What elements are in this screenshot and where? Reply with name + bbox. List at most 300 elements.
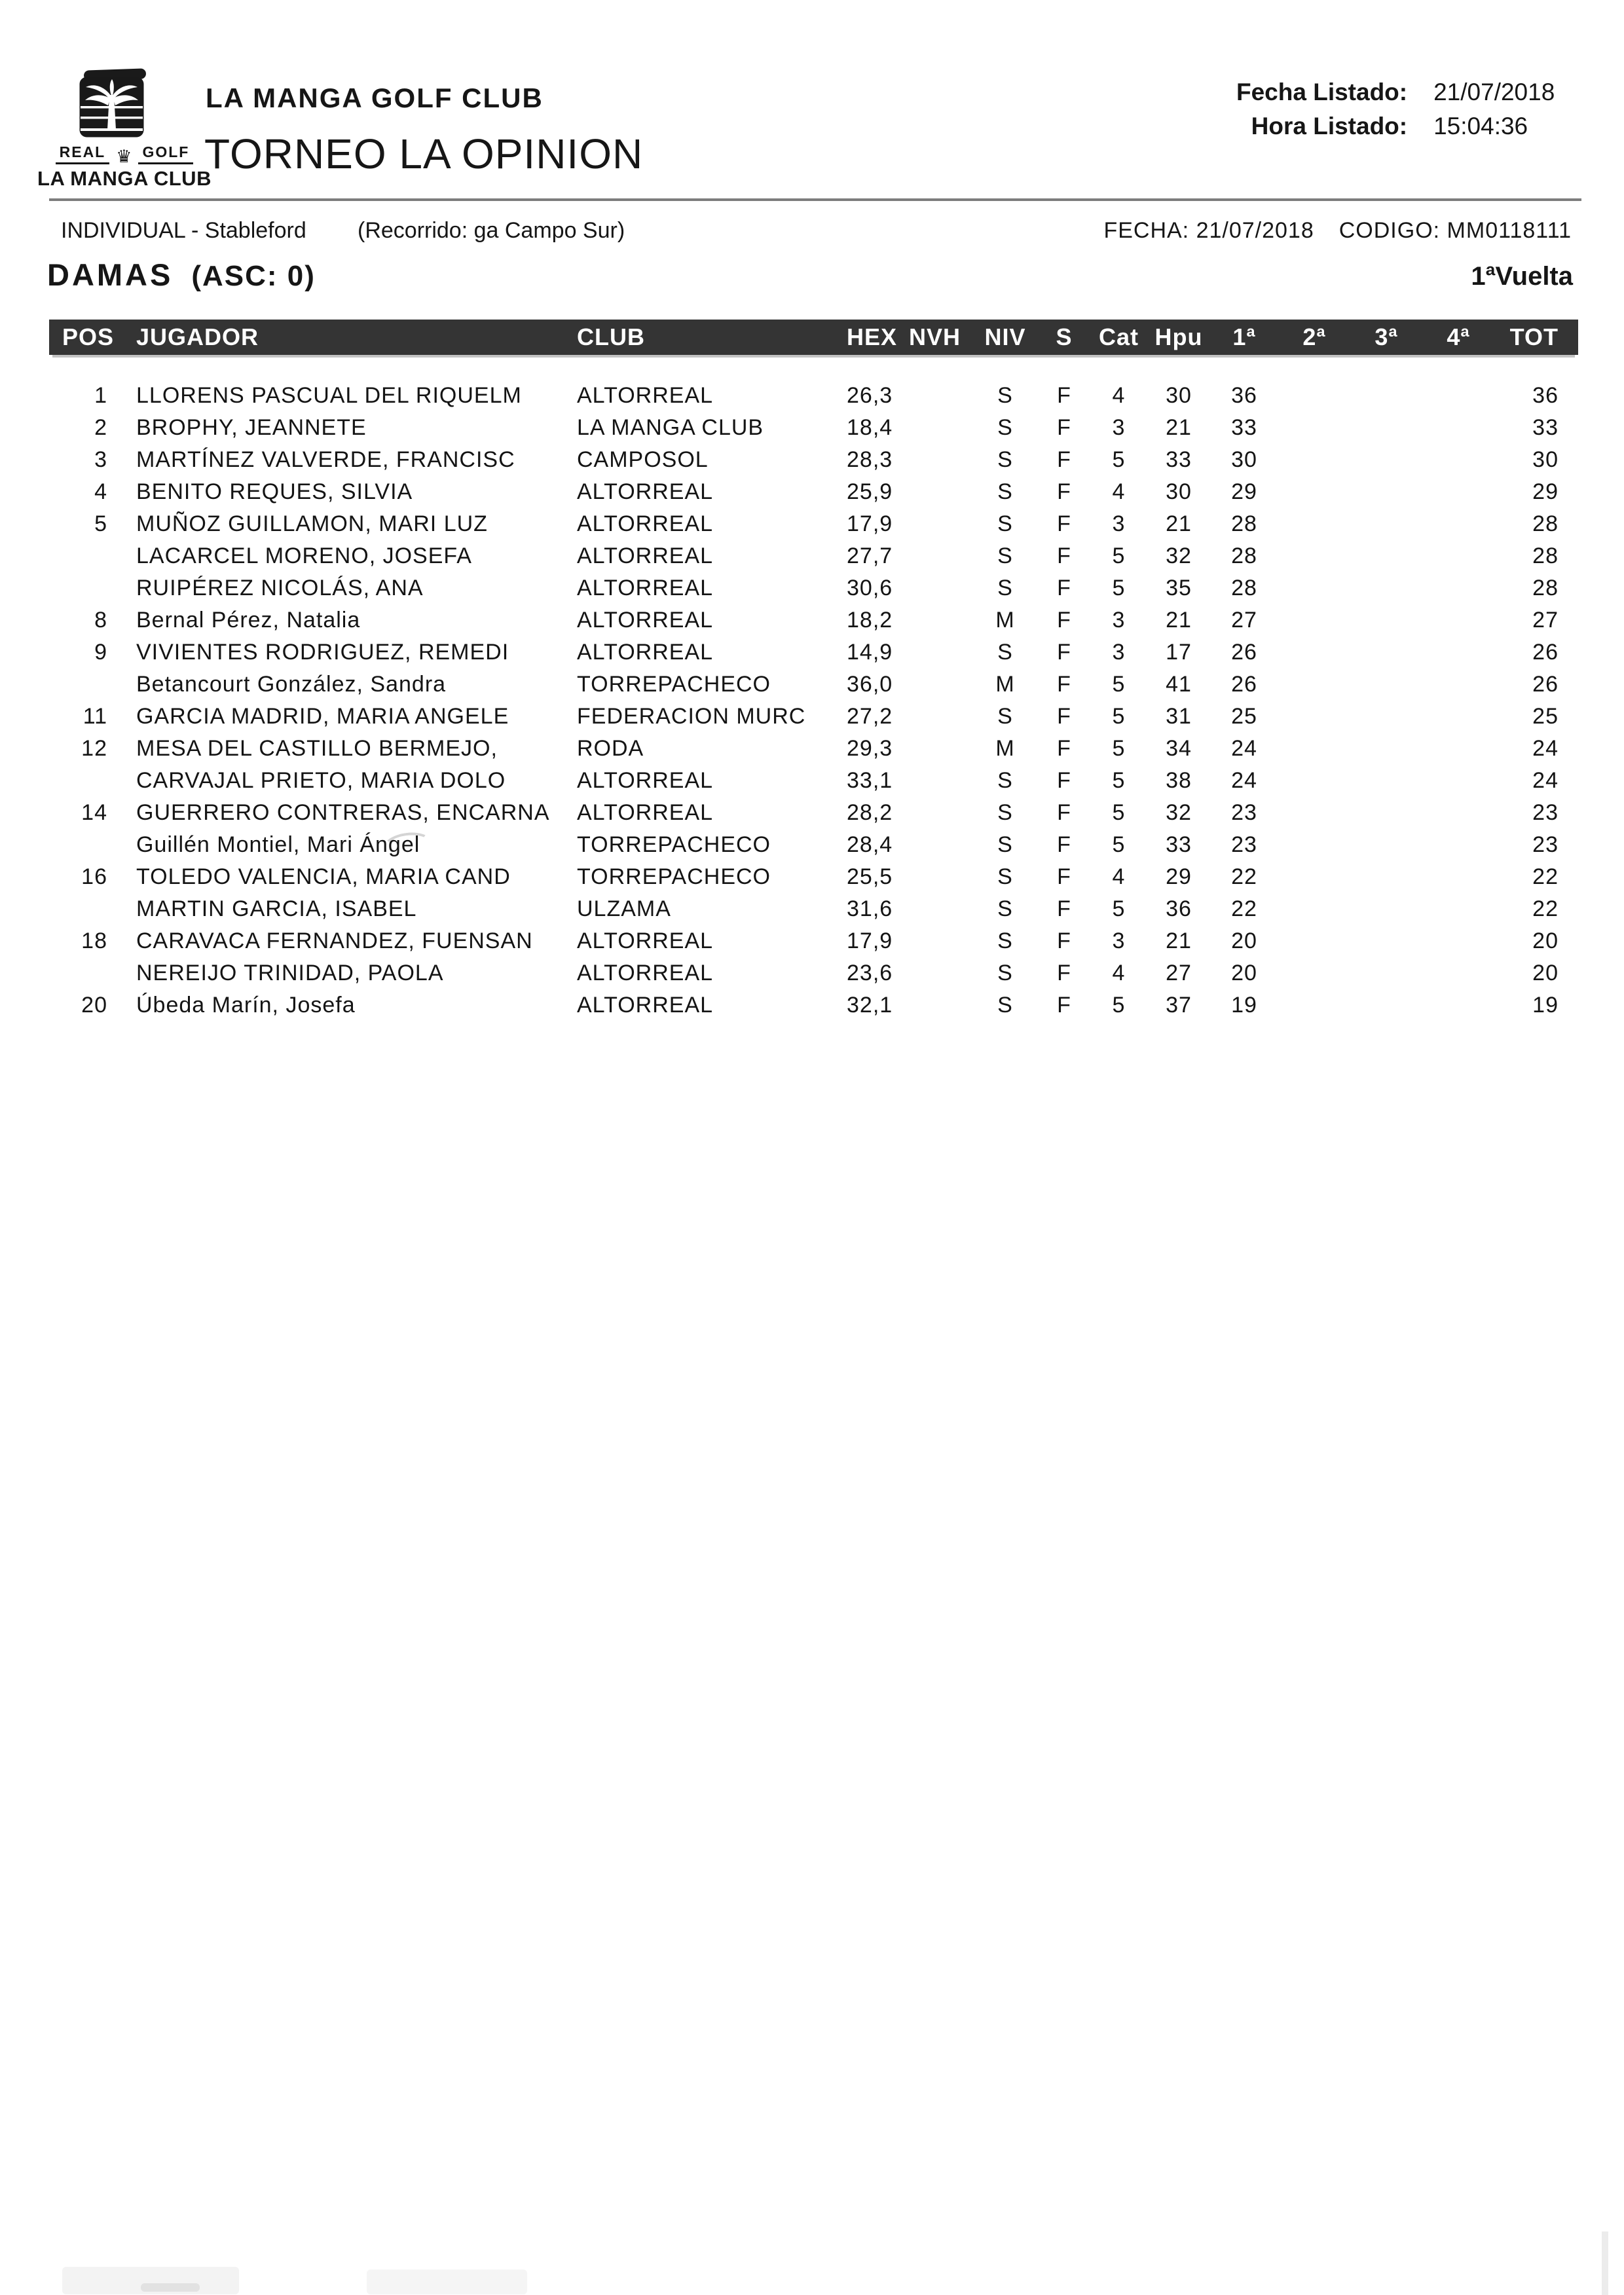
- cell-cat: 3: [1112, 928, 1126, 953]
- cell-hpu: 30: [1166, 479, 1192, 504]
- cell-tot: 20: [1532, 961, 1559, 985]
- scan-artifact: [141, 2283, 200, 2292]
- cell-nvh: [897, 636, 972, 669]
- cell-tot: 28: [1532, 543, 1559, 568]
- cell-hpu: 27: [1166, 961, 1192, 985]
- cell-round2: [1278, 444, 1350, 476]
- cell-round2: [1278, 669, 1350, 701]
- logo-club-line: LA MANGA CLUB: [37, 167, 212, 190]
- cell-cat: 3: [1112, 415, 1126, 440]
- col-header-cat: Cat: [1098, 323, 1139, 350]
- cell-cat: 5: [1112, 447, 1126, 472]
- cell-jugador: NEREIJO TRINIDAD, PAOLA: [136, 961, 444, 985]
- listing-meta: [1236, 77, 1555, 141]
- cell-pos: 2: [94, 415, 107, 440]
- tournament-title: TORNEO LA OPINION: [204, 130, 644, 177]
- cell-nvh: [897, 412, 972, 444]
- cell-nvh: [897, 829, 972, 861]
- cell-round4: [1422, 636, 1494, 669]
- col-header-round3: 3ª: [1375, 323, 1398, 350]
- cell-round3: [1350, 989, 1422, 1021]
- scan-artifact: [367, 2269, 527, 2294]
- cell-round2: [1278, 412, 1350, 444]
- cell-club: LA MANGA CLUB: [577, 415, 764, 440]
- cell-tot: 27: [1532, 608, 1559, 633]
- cell-pos: 4: [94, 479, 107, 504]
- cell-tot: 26: [1532, 672, 1559, 697]
- cell-round3: [1350, 508, 1422, 540]
- col-header-round1: 1ª: [1232, 323, 1256, 350]
- cell-s: F: [1057, 608, 1071, 633]
- cell-club: CAMPOSOL: [577, 447, 709, 472]
- cell-nvh: [897, 765, 972, 797]
- cell-club: ALTORREAL: [577, 383, 714, 408]
- cell-nvh: [897, 957, 972, 989]
- cell-s: F: [1057, 447, 1071, 472]
- cell-round3: [1350, 925, 1422, 957]
- recorrido-text: (Recorrido: ga Campo Sur): [358, 218, 625, 243]
- cell-round1: 24: [1231, 768, 1257, 793]
- cell-round3: [1350, 604, 1422, 636]
- cell-niv: S: [997, 511, 1013, 536]
- cell-round2: [1278, 989, 1350, 1021]
- cell-round4: [1422, 829, 1494, 861]
- cell-niv: M: [995, 736, 1015, 761]
- cell-round2: [1278, 476, 1350, 508]
- cell-cat: 5: [1112, 768, 1126, 793]
- cell-round4: [1422, 797, 1494, 829]
- cell-hex: 28,3: [847, 447, 893, 472]
- cell-hex: 18,4: [847, 415, 893, 440]
- cell-round1: 22: [1231, 864, 1257, 889]
- cell-round1: 25: [1231, 704, 1257, 729]
- cell-cat: 4: [1112, 961, 1126, 985]
- category-line: [0, 257, 1624, 293]
- cell-round3: [1350, 444, 1422, 476]
- table-body: [49, 380, 1578, 1021]
- cell-cat: 5: [1112, 704, 1126, 729]
- cell-round4: [1422, 733, 1494, 765]
- cell-round4: [1422, 380, 1494, 412]
- cell-niv: S: [997, 704, 1013, 729]
- cell-jugador: Betancourt González, Sandra: [136, 672, 447, 697]
- cell-tot: 26: [1532, 640, 1559, 665]
- cell-pos: [49, 765, 113, 797]
- cell-jugador: MESA DEL CASTILLO BERMEJO,: [136, 736, 498, 761]
- table-row: [49, 957, 1578, 989]
- table-row: [49, 540, 1578, 572]
- cell-round2: [1278, 861, 1350, 893]
- cell-s: F: [1057, 736, 1071, 761]
- cell-round1: 19: [1231, 993, 1257, 1018]
- cell-hpu: 33: [1166, 832, 1192, 857]
- cell-round4: [1422, 412, 1494, 444]
- cell-round1: 28: [1231, 543, 1257, 568]
- cell-niv: S: [997, 768, 1013, 793]
- cell-s: F: [1057, 543, 1071, 568]
- cell-jugador: Guillén Montiel, Mari Ángel: [136, 832, 420, 857]
- cell-club: ALTORREAL: [577, 800, 714, 825]
- cell-hpu: 17: [1166, 640, 1192, 665]
- cell-round4: [1422, 893, 1494, 925]
- cell-round2: [1278, 893, 1350, 925]
- cell-round2: [1278, 957, 1350, 989]
- cell-round4: [1422, 444, 1494, 476]
- cell-tot: 19: [1532, 993, 1559, 1018]
- cell-hpu: 37: [1166, 993, 1192, 1018]
- cell-hpu: 29: [1166, 864, 1192, 889]
- cell-round3: [1350, 701, 1422, 733]
- cell-hex: 33,1: [847, 768, 893, 793]
- logo-word-real: REAL: [56, 143, 110, 164]
- cell-jugador: MUÑOZ GUILLAMON, MARI LUZ: [136, 511, 488, 536]
- cell-club: ALTORREAL: [577, 993, 714, 1018]
- fecha-label: FECHA:: [1103, 218, 1190, 243]
- cell-pos: 16: [81, 864, 107, 889]
- cell-round2: [1278, 572, 1350, 604]
- cell-tot: 24: [1532, 736, 1559, 761]
- cell-jugador: MARTÍNEZ VALVERDE, FRANCISC: [136, 447, 515, 472]
- cell-niv: S: [997, 864, 1013, 889]
- cell-cat: 5: [1112, 576, 1126, 600]
- header-divider: [49, 198, 1581, 201]
- cell-hex: 14,9: [847, 640, 893, 665]
- fecha-value: 21/07/2018: [1196, 218, 1314, 243]
- club-logo: [79, 77, 144, 138]
- cell-round3: [1350, 476, 1422, 508]
- cell-round4: [1422, 989, 1494, 1021]
- cell-tot: 23: [1532, 832, 1559, 857]
- cell-niv: S: [997, 576, 1013, 600]
- table-row: [49, 733, 1578, 765]
- cell-s: F: [1057, 768, 1071, 793]
- cell-jugador: GARCIA MADRID, MARIA ANGELE: [136, 704, 509, 729]
- codigo-value: MM0118111: [1447, 218, 1572, 243]
- cell-hex: 30,6: [847, 576, 893, 600]
- cell-club: ALTORREAL: [577, 608, 714, 633]
- cell-round4: [1422, 540, 1494, 572]
- cell-nvh: [897, 476, 972, 508]
- cell-round2: [1278, 380, 1350, 412]
- cell-nvh: [897, 989, 972, 1021]
- cell-club: TORREPACHECO: [577, 864, 771, 889]
- col-header-club: CLUB: [577, 323, 645, 350]
- col-header-s: S: [1056, 323, 1073, 350]
- cell-hpu: 31: [1166, 704, 1192, 729]
- cell-round1: 36: [1231, 383, 1257, 408]
- cell-round1: 20: [1231, 961, 1257, 985]
- cell-round3: [1350, 540, 1422, 572]
- table-row: [49, 797, 1578, 829]
- cell-round2: [1278, 508, 1350, 540]
- cell-cat: 4: [1112, 479, 1126, 504]
- cell-nvh: [897, 572, 972, 604]
- table-row: [49, 444, 1578, 476]
- cell-hex: 27,2: [847, 704, 893, 729]
- cell-round1: 20: [1231, 928, 1257, 953]
- cell-cat: 4: [1112, 864, 1126, 889]
- cell-jugador: TOLEDO VALENCIA, MARIA CAND: [136, 864, 511, 889]
- cell-pos: 11: [83, 704, 107, 729]
- cell-cat: 3: [1112, 511, 1126, 536]
- cell-round3: [1350, 765, 1422, 797]
- cell-pos: 3: [94, 447, 107, 472]
- cell-tot: 28: [1532, 511, 1559, 536]
- cell-s: F: [1057, 800, 1071, 825]
- cell-niv: S: [997, 479, 1013, 504]
- cell-niv: S: [997, 928, 1013, 953]
- cell-round4: [1422, 476, 1494, 508]
- cell-round2: [1278, 925, 1350, 957]
- results-table: [49, 320, 1578, 1021]
- cell-round3: [1350, 669, 1422, 701]
- cell-nvh: [897, 540, 972, 572]
- crown-icon: ♛: [116, 147, 132, 166]
- cell-club: ALTORREAL: [577, 768, 714, 793]
- cell-cat: 5: [1112, 736, 1126, 761]
- cell-jugador: LACARCEL MORENO, JOSEFA: [136, 543, 472, 568]
- cell-round1: 22: [1231, 896, 1257, 921]
- cell-hpu: 41: [1166, 672, 1192, 697]
- cell-hpu: 30: [1166, 383, 1192, 408]
- cell-round2: [1278, 829, 1350, 861]
- cell-s: F: [1057, 511, 1071, 536]
- cell-s: F: [1057, 383, 1071, 408]
- cell-hpu: 35: [1166, 576, 1192, 600]
- cell-round1: 30: [1231, 447, 1257, 472]
- cell-pos: [49, 957, 113, 989]
- cell-hpu: 21: [1166, 511, 1192, 536]
- cell-jugador: RUIPÉREZ NICOLÁS, ANA: [136, 576, 424, 600]
- cell-round1: 26: [1231, 672, 1257, 697]
- cell-tot: 29: [1532, 479, 1559, 504]
- logo-word-golf: GOLF: [138, 143, 193, 164]
- cell-s: F: [1057, 415, 1071, 440]
- cell-round2: [1278, 636, 1350, 669]
- cell-round1: 26: [1231, 640, 1257, 665]
- cell-club: ULZAMA: [577, 896, 671, 921]
- fecha-listado-value: 21/07/2018: [1433, 79, 1555, 105]
- cell-niv: S: [997, 383, 1013, 408]
- cell-niv: S: [997, 415, 1013, 440]
- cell-round4: [1422, 669, 1494, 701]
- cell-pos: 14: [81, 800, 107, 825]
- cell-hex: 25,5: [847, 864, 893, 889]
- palm-tree-icon: [79, 77, 144, 138]
- table-row: [49, 829, 1578, 861]
- cell-cat: 3: [1112, 608, 1126, 633]
- cell-nvh: [897, 444, 972, 476]
- cell-s: F: [1057, 704, 1071, 729]
- cell-nvh: [897, 380, 972, 412]
- cell-pos: [49, 893, 113, 925]
- col-header-pos: POS: [62, 323, 115, 350]
- cell-hpu: 21: [1166, 928, 1192, 953]
- cell-cat: 5: [1112, 832, 1126, 857]
- cell-nvh: [897, 701, 972, 733]
- cell-pos: [49, 572, 113, 604]
- cell-hpu: 21: [1166, 608, 1192, 633]
- cell-round1: 24: [1231, 736, 1257, 761]
- cell-s: F: [1057, 479, 1071, 504]
- cell-round4: [1422, 957, 1494, 989]
- cell-pos: 18: [81, 928, 107, 953]
- cell-pos: [49, 829, 113, 861]
- cell-jugador: BROPHY, JEANNETE: [136, 415, 367, 440]
- cell-cat: 5: [1112, 896, 1126, 921]
- cell-jugador: MARTIN GARCIA, ISABEL: [136, 896, 417, 921]
- cell-tot: 22: [1532, 896, 1559, 921]
- cell-nvh: [897, 861, 972, 893]
- cell-pos: 20: [81, 993, 107, 1018]
- table-row: [49, 989, 1578, 1021]
- cell-round1: 23: [1231, 800, 1257, 825]
- col-header-nvh: NVH: [908, 323, 961, 350]
- cell-round3: [1350, 797, 1422, 829]
- cell-hpu: 34: [1166, 736, 1192, 761]
- cell-round3: [1350, 861, 1422, 893]
- cell-niv: S: [997, 447, 1013, 472]
- cell-s: F: [1057, 576, 1071, 600]
- cell-pos: 9: [94, 640, 107, 665]
- cell-hex: 31,6: [847, 896, 893, 921]
- cell-hpu: 36: [1166, 896, 1192, 921]
- table-row: [49, 701, 1578, 733]
- cell-niv: M: [995, 608, 1015, 633]
- cell-club: ALTORREAL: [577, 961, 714, 985]
- cell-round3: [1350, 957, 1422, 989]
- cell-round4: [1422, 861, 1494, 893]
- cell-hex: 29,3: [847, 736, 893, 761]
- cell-tot: 28: [1532, 576, 1559, 600]
- cell-niv: M: [995, 672, 1015, 697]
- cell-nvh: [897, 797, 972, 829]
- cell-tot: 20: [1532, 928, 1559, 953]
- cell-nvh: [897, 733, 972, 765]
- cell-round1: 28: [1231, 576, 1257, 600]
- table-row: [49, 508, 1578, 540]
- cell-round4: [1422, 572, 1494, 604]
- col-header-round4: 4ª: [1447, 323, 1470, 350]
- cell-round3: [1350, 412, 1422, 444]
- cell-jugador: CARVAJAL PRIETO, MARIA DOLO: [136, 768, 506, 793]
- cell-jugador: LLORENS PASCUAL DEL RIQUELM: [136, 383, 522, 408]
- competition-info-line: [0, 216, 1624, 245]
- cell-hpu: 32: [1166, 800, 1192, 825]
- cell-hex: 25,9: [847, 479, 893, 504]
- cell-niv: S: [997, 640, 1013, 665]
- hora-listado-label: Hora Listado:: [1251, 113, 1408, 139]
- col-header-jugador: JUGADOR: [136, 323, 259, 350]
- cell-tot: 24: [1532, 768, 1559, 793]
- col-header-niv: NIV: [984, 323, 1026, 350]
- col-header-round2: 2ª: [1302, 323, 1326, 350]
- cell-niv: S: [997, 993, 1013, 1018]
- table-row: [49, 925, 1578, 957]
- cell-hex: 17,9: [847, 511, 893, 536]
- cell-jugador: Bernal Pérez, Natalia: [136, 608, 361, 633]
- cell-tot: 25: [1532, 704, 1559, 729]
- cell-round2: [1278, 604, 1350, 636]
- cell-hex: 28,2: [847, 800, 893, 825]
- cell-jugador: CARAVACA FERNANDEZ, FUENSAN: [136, 928, 533, 953]
- cell-jugador: BENITO REQUES, SILVIA: [136, 479, 413, 504]
- cell-pos: 5: [94, 511, 107, 536]
- table-row: [49, 572, 1578, 604]
- cell-pos: 1: [94, 383, 107, 408]
- cell-tot: 22: [1532, 864, 1559, 889]
- table-row: [49, 380, 1578, 412]
- cell-niv: S: [997, 800, 1013, 825]
- cell-hpu: 33: [1166, 447, 1192, 472]
- cell-hex: 28,4: [847, 832, 893, 857]
- cell-round2: [1278, 701, 1350, 733]
- fecha-codigo-text: [1103, 216, 1572, 245]
- cell-round3: [1350, 572, 1422, 604]
- modality-text: INDIVIDUAL - Stableford: [61, 218, 306, 243]
- cell-club: TORREPACHECO: [577, 672, 771, 697]
- cell-s: F: [1057, 832, 1071, 857]
- hora-listado-value: 15:04:36: [1433, 113, 1528, 139]
- cell-round1: 27: [1231, 608, 1257, 633]
- cell-s: F: [1057, 672, 1071, 697]
- cell-round4: [1422, 508, 1494, 540]
- category-title: DAMAS: [47, 257, 174, 292]
- cell-round4: [1422, 925, 1494, 957]
- cell-club: ALTORREAL: [577, 640, 714, 665]
- cell-club: RODA: [577, 736, 644, 761]
- cell-niv: S: [997, 896, 1013, 921]
- cell-club: FEDERACION MURC: [577, 704, 806, 729]
- cell-niv: S: [997, 832, 1013, 857]
- table-row: [49, 861, 1578, 893]
- cell-hpu: 32: [1166, 543, 1192, 568]
- cell-round4: [1422, 701, 1494, 733]
- cell-club: ALTORREAL: [577, 511, 714, 536]
- asc-value: (ASC: 0): [191, 260, 316, 292]
- cell-niv: S: [997, 961, 1013, 985]
- cell-round2: [1278, 765, 1350, 797]
- cell-hpu: 38: [1166, 768, 1192, 793]
- cell-s: F: [1057, 864, 1071, 889]
- cell-cat: 5: [1112, 800, 1126, 825]
- cell-tot: 23: [1532, 800, 1559, 825]
- cell-pos: 12: [81, 736, 107, 761]
- cell-s: F: [1057, 640, 1071, 665]
- cell-nvh: [897, 669, 972, 701]
- cell-cat: 5: [1112, 672, 1126, 697]
- cell-round1: 33: [1231, 415, 1257, 440]
- cell-round3: [1350, 829, 1422, 861]
- cell-cat: 5: [1112, 543, 1126, 568]
- cell-cat: 4: [1112, 383, 1126, 408]
- scan-artifact: [1602, 2231, 1608, 2295]
- cell-tot: 33: [1532, 415, 1559, 440]
- cell-tot: 30: [1532, 447, 1559, 472]
- cell-cat: 5: [1112, 993, 1126, 1018]
- cell-cat: 3: [1112, 640, 1126, 665]
- cell-nvh: [897, 604, 972, 636]
- cell-round3: [1350, 636, 1422, 669]
- cell-s: F: [1057, 896, 1071, 921]
- cell-round4: [1422, 604, 1494, 636]
- codigo-label: CODIGO:: [1338, 218, 1441, 243]
- col-header-tot: TOT: [1509, 323, 1559, 350]
- cell-jugador: Úbeda Marín, Josefa: [136, 993, 356, 1018]
- table-row: [49, 893, 1578, 925]
- club-logo-text: [36, 143, 213, 191]
- cell-s: F: [1057, 993, 1071, 1018]
